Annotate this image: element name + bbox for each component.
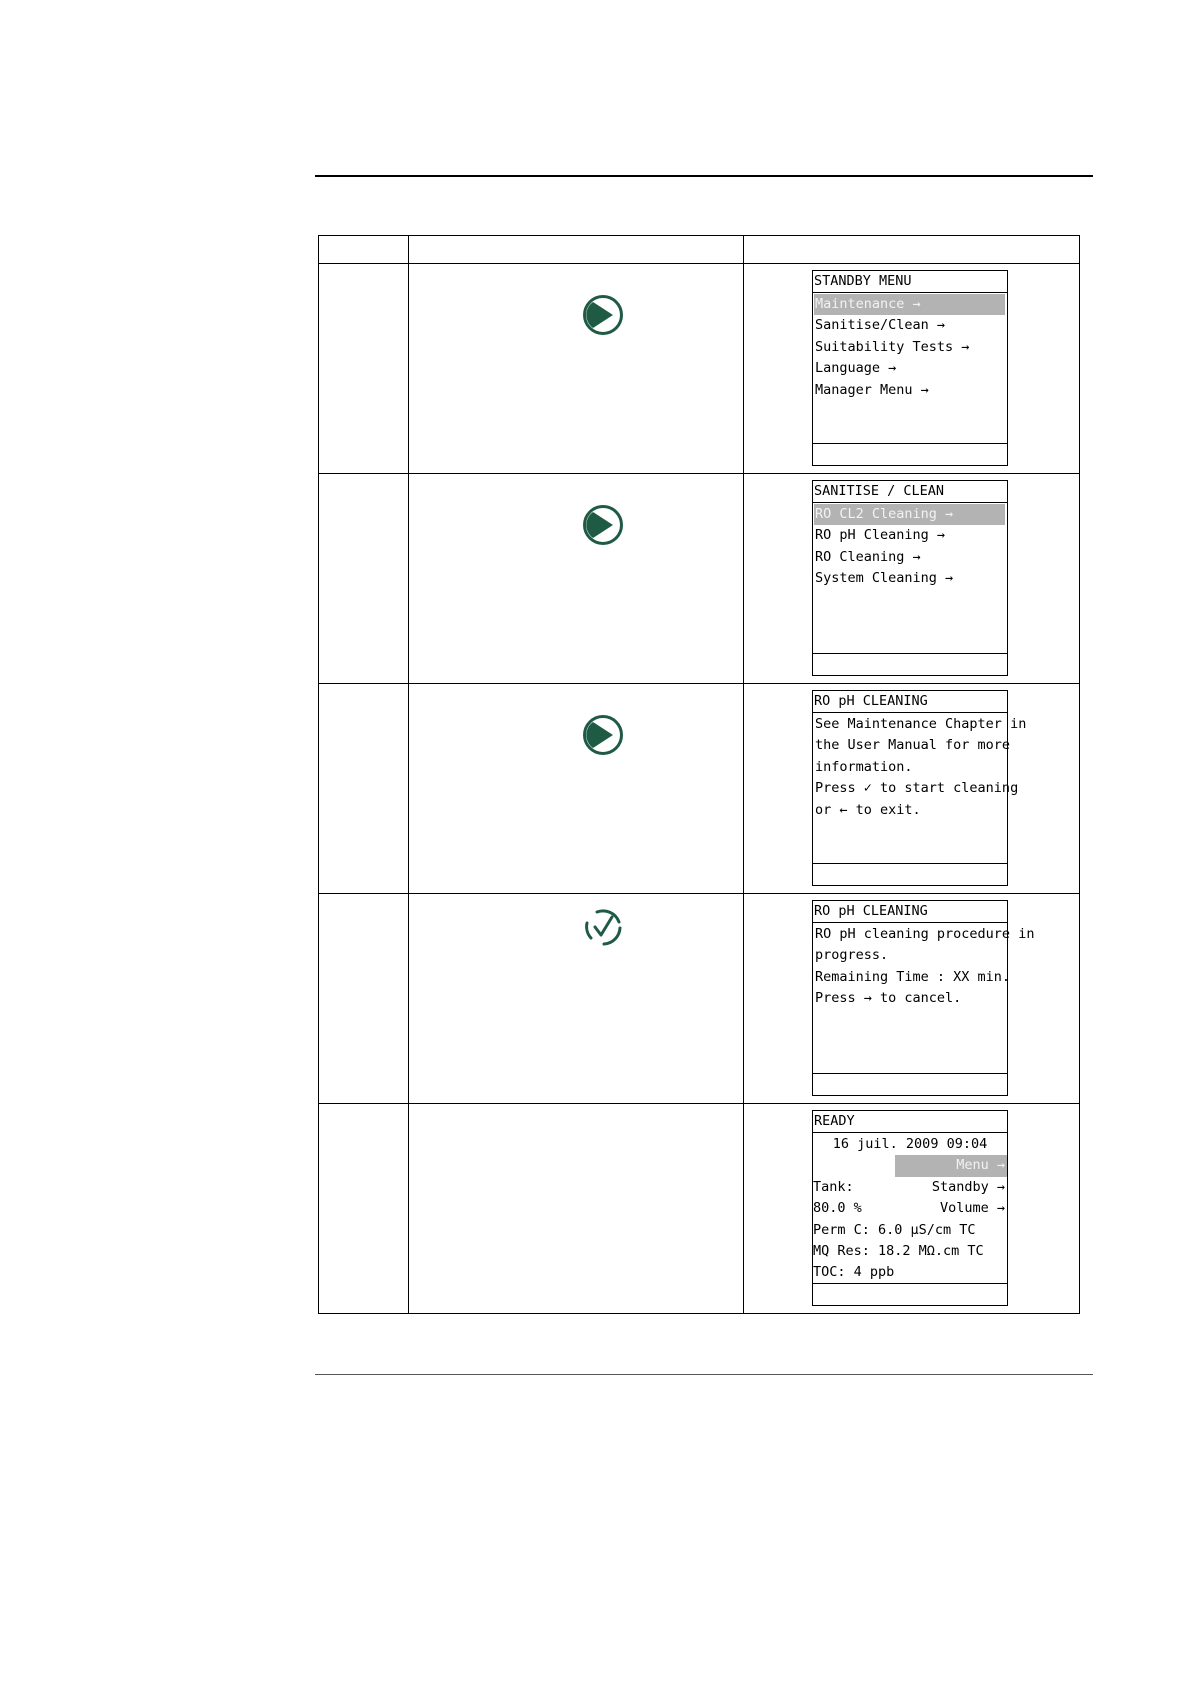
step-number-cell	[319, 1104, 409, 1314]
action-cell	[409, 894, 744, 1104]
screen-text-line: Press → to cancel.	[815, 990, 962, 1007]
lcd-screen	[812, 900, 1035, 1096]
screen-title: STANDBY MENU	[813, 271, 1007, 293]
play-icon[interactable]	[582, 504, 624, 546]
lcd-screen	[812, 270, 1008, 466]
table-row	[319, 1104, 1080, 1314]
screen-text-line: Remaining Time : XX min.	[815, 968, 1011, 985]
screen-title: SANITISE / CLEAN	[813, 481, 1007, 503]
display-cell	[744, 474, 1080, 684]
action-cell	[409, 684, 744, 894]
screen-title: READY	[813, 1111, 1007, 1133]
tank-label: Tank:	[813, 1178, 854, 1195]
lcd-screen	[812, 690, 1027, 886]
menu-item-ro-ph-cleaning[interactable]: RO pH Cleaning →	[815, 527, 946, 544]
menu-item-system-cleaning[interactable]: System Cleaning →	[815, 570, 954, 587]
table-row	[319, 684, 1080, 894]
screen-footer	[813, 653, 1007, 675]
action-cell	[409, 474, 744, 684]
table-row	[319, 474, 1080, 684]
display-cell	[744, 1104, 1080, 1314]
header-rule	[315, 175, 1093, 177]
procedure-table	[318, 235, 1080, 1314]
screen-footer	[813, 1073, 1007, 1095]
menu-item-maintenance[interactable]: Maintenance →	[814, 294, 1005, 315]
screen-text-line: or ← to exit.	[815, 801, 921, 818]
display-cell	[744, 894, 1080, 1104]
step-number-cell	[319, 684, 409, 894]
menu-item-sanitise-clean[interactable]: Sanitise/Clean →	[815, 317, 946, 334]
play-icon[interactable]	[582, 714, 624, 756]
action-cell	[409, 264, 744, 474]
header-action	[409, 236, 744, 264]
screen-footer	[813, 1283, 1007, 1305]
step-number-cell	[319, 894, 409, 1104]
play-icon[interactable]	[582, 294, 624, 336]
footer-rule	[315, 1374, 1093, 1375]
display-cell	[744, 264, 1080, 474]
volume-softkey[interactable]: Volume →	[939, 1200, 1005, 1217]
menu-item-ro-cleaning[interactable]: RO Cleaning →	[815, 548, 921, 565]
screen-text-line: information.	[815, 758, 913, 775]
menu-item-language[interactable]: Language →	[815, 360, 897, 377]
table-header-row	[319, 236, 1080, 264]
menu-softkey[interactable]: Menu →	[895, 1155, 1007, 1176]
table-row	[319, 894, 1080, 1104]
standby-softkey[interactable]: Standby →	[931, 1178, 1005, 1195]
check-icon[interactable]	[582, 906, 624, 948]
menu-item-suitability-tests[interactable]: Suitability Tests →	[815, 338, 970, 355]
toc-value: TOC: 4 ppb	[813, 1264, 895, 1281]
action-cell	[409, 1104, 744, 1314]
screen-text-line: progress.	[815, 947, 889, 964]
screen-datetime: 16 juil. 2009 09:04	[832, 1136, 988, 1152]
table-row	[319, 264, 1080, 474]
tank-value: 80.0 %	[813, 1200, 862, 1217]
display-cell	[744, 684, 1080, 894]
step-number-cell	[319, 474, 409, 684]
screen-text-line: Press ✓ to start cleaning	[815, 780, 1019, 797]
header-step	[319, 236, 409, 264]
perm-conductivity: Perm C: 6.0 µS/cm TC	[813, 1221, 976, 1238]
step-number-cell	[319, 264, 409, 474]
screen-footer	[813, 863, 1007, 885]
screen-text-line: the User Manual for more	[815, 737, 1011, 754]
lcd-screen	[812, 1110, 1008, 1306]
mq-resistivity: MQ Res: 18.2 MΩ.cm TC	[813, 1243, 984, 1260]
lcd-screen	[812, 480, 1008, 676]
screen-text-line: RO pH cleaning procedure in	[815, 926, 1035, 942]
header-display	[744, 236, 1080, 264]
screen-title: RO pH CLEANING	[813, 691, 1007, 713]
screen-text-line: See Maintenance Chapter in	[815, 716, 1027, 732]
menu-item-ro-cl2-cleaning[interactable]: RO CL2 Cleaning →	[814, 504, 1005, 525]
screen-footer	[813, 443, 1007, 465]
screen-title: RO pH CLEANING	[813, 901, 1007, 923]
menu-item-manager-menu[interactable]: Manager Menu →	[815, 381, 929, 398]
